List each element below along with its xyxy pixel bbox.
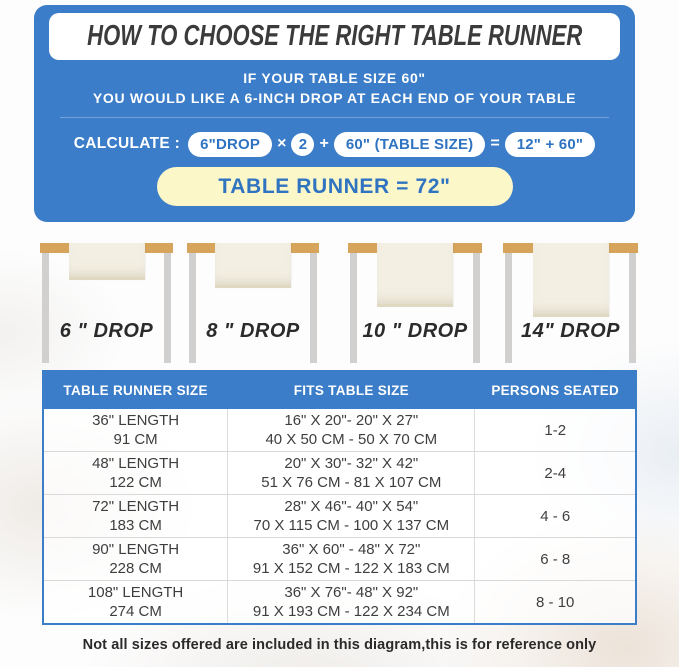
runner-size-cm: 228 CM bbox=[109, 560, 162, 577]
runner-size-cm: 122 CM bbox=[109, 474, 162, 491]
table-illustration-8in bbox=[187, 243, 319, 365]
size-chart-header bbox=[44, 372, 635, 409]
table-row bbox=[44, 494, 635, 537]
size-chart bbox=[42, 370, 637, 625]
table-leg-icon bbox=[164, 251, 171, 363]
subtitle bbox=[34, 68, 635, 108]
fits-cm: 91 X 193 CM - 122 X 234 CM bbox=[252, 603, 450, 620]
runner-size-cell bbox=[44, 538, 227, 580]
column-header-fits-table: FITS TABLE SIZE bbox=[293, 383, 409, 398]
page-title: HOW TO CHOOSE THE RIGHT TABLE RUNNER bbox=[86, 20, 583, 52]
plus-operator: + bbox=[319, 135, 329, 152]
fits-table-cell bbox=[227, 581, 475, 623]
fits-table-cell bbox=[227, 495, 475, 537]
fits-inches: 36" X 60" - 48" X 72" bbox=[282, 541, 421, 558]
table-leg-icon bbox=[473, 251, 480, 363]
fits-table-cell bbox=[227, 538, 475, 580]
persons-cell: 6 - 8 bbox=[540, 550, 571, 568]
runner-size-cell bbox=[44, 409, 227, 451]
fits-inches: 28" X 46"- 40" X 54" bbox=[284, 498, 419, 515]
table-leg-icon bbox=[350, 251, 357, 363]
column-header-runner-size: TABLE RUNNER SIZE bbox=[63, 383, 208, 398]
calculation-formula bbox=[34, 126, 635, 162]
fits-inches: 36" X 76"- 48" X 92" bbox=[284, 584, 419, 601]
fits-table-cell bbox=[227, 409, 475, 451]
drop-label: 6 " DROP bbox=[59, 320, 154, 342]
runner-icon bbox=[377, 243, 453, 307]
table-illustration-6in bbox=[40, 243, 173, 365]
table-illustration-10in bbox=[348, 243, 482, 365]
subtitle-line-2: YOU WOULD LIKE A 6-INCH DROP AT EACH END OF YOUR TABLE bbox=[92, 90, 577, 106]
runner-size-cell bbox=[44, 581, 227, 623]
table-row bbox=[44, 580, 635, 623]
result-banner: TABLE RUNNER = 72" bbox=[157, 167, 513, 206]
persons-cell: 1-2 bbox=[544, 421, 567, 439]
table-leg-icon bbox=[189, 251, 196, 363]
drop-label: 10 " DROP bbox=[362, 320, 468, 342]
persons-cell: 2-4 bbox=[544, 464, 567, 482]
runner-size-inches: 36" LENGTH bbox=[92, 412, 180, 429]
runner-size-cm: 91 CM bbox=[113, 431, 158, 448]
fits-inches: 16" X 20"- 20" X 27" bbox=[284, 412, 419, 429]
runner-icon bbox=[69, 243, 145, 280]
runner-size-cell bbox=[44, 495, 227, 537]
runner-size-inches: 90" LENGTH bbox=[92, 541, 180, 558]
table-row bbox=[44, 537, 635, 580]
header-card bbox=[34, 5, 635, 222]
runner-icon bbox=[215, 243, 291, 288]
multiply-operator: × bbox=[277, 135, 287, 152]
fits-cm: 51 X 76 CM - 81 X 107 CM bbox=[261, 474, 442, 491]
fits-cm: 70 X 115 CM - 100 X 137 CM bbox=[253, 517, 450, 534]
runner-size-inches: 72" LENGTH bbox=[92, 498, 180, 515]
table-leg-icon bbox=[42, 251, 49, 363]
drop-pill: 6"DROP bbox=[188, 132, 272, 157]
persons-cell: 8 - 10 bbox=[536, 593, 575, 611]
table-size-pill: 60" (TABLE SIZE) bbox=[334, 132, 486, 157]
runner-size-inches: 108" LENGTH bbox=[87, 584, 184, 601]
table-leg-icon bbox=[505, 251, 512, 363]
column-header-persons: PERSONS SEATED bbox=[491, 383, 620, 398]
runner-icon bbox=[533, 243, 609, 317]
disclaimer-note: Not all sizes offered are included in this diagram,this is for reference only bbox=[82, 637, 597, 653]
subtitle-line-1: IF YOUR TABLE SIZE 60" bbox=[243, 70, 426, 86]
drop-diagrams bbox=[0, 243, 679, 365]
table-leg-icon bbox=[629, 251, 636, 363]
runner-size-cm: 183 CM bbox=[109, 517, 162, 534]
runner-size-inches: 48" LENGTH bbox=[92, 455, 180, 472]
sum-pill: 12" + 60" bbox=[505, 132, 596, 157]
fits-cm: 91 X 152 CM - 122 X 183 CM bbox=[252, 560, 450, 577]
persons-cell: 4 - 6 bbox=[540, 507, 571, 525]
drop-label: 14" DROP bbox=[520, 320, 621, 342]
fits-inches: 20" X 30"- 32" X 42" bbox=[284, 455, 419, 472]
table-row bbox=[44, 409, 635, 451]
divider-line bbox=[60, 117, 609, 118]
multiplier-badge: 2 bbox=[291, 133, 314, 156]
table-leg-icon bbox=[310, 251, 317, 363]
size-chart-body bbox=[44, 409, 635, 623]
title-banner bbox=[49, 13, 620, 60]
fits-cm: 40 X 50 CM - 50 X 70 CM bbox=[265, 431, 438, 448]
table-illustration-14in bbox=[503, 243, 638, 365]
runner-size-cell bbox=[44, 452, 227, 494]
fits-table-cell bbox=[227, 452, 475, 494]
equals-operator: = bbox=[490, 135, 500, 152]
drop-label: 8 " DROP bbox=[206, 320, 300, 342]
calculate-label: CALCULATE : bbox=[73, 135, 181, 152]
table-row bbox=[44, 451, 635, 494]
runner-size-cm: 274 CM bbox=[109, 603, 162, 620]
